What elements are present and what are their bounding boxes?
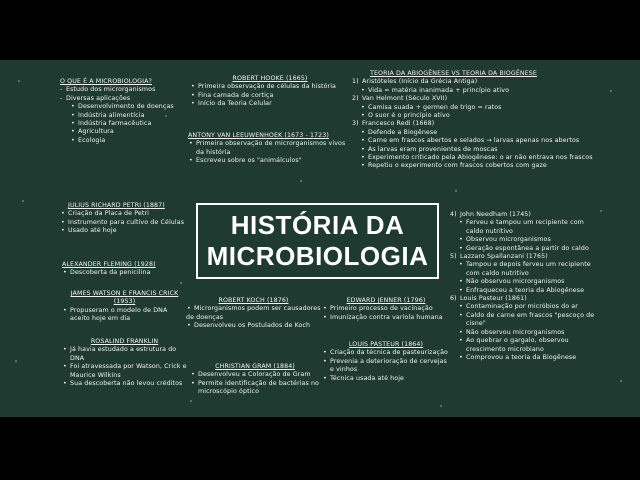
list-item bbox=[352, 95, 602, 103]
section-heading: ANTONY VAN LEEUWENHOEK (1673 - 1723) bbox=[188, 132, 329, 139]
chalkboard bbox=[0, 60, 640, 417]
list-item: • Permite identificação de bactérias no microscópio óptico bbox=[190, 380, 320, 397]
section-heading: ROSALIND FRANKLIN bbox=[90, 338, 159, 345]
section-heading: ROBERT HOOKE (1665) bbox=[232, 75, 308, 82]
list-item: • Fina camada de cortiça bbox=[190, 92, 350, 100]
list-item: • Desenvolvimento de doenças bbox=[62, 103, 185, 111]
list-item: • Enfraqueceu a teoria da Abiogênese bbox=[450, 287, 595, 295]
list-item: - Estudo dos microrganismos bbox=[60, 86, 185, 94]
title-line-1: HISTÓRIA DA bbox=[230, 210, 405, 240]
section-jenner bbox=[322, 297, 450, 322]
list-item bbox=[450, 211, 595, 219]
section-watson-crick bbox=[62, 290, 187, 324]
section-heading: JULIUS RICHARD PETRI (1887) bbox=[68, 202, 165, 209]
list-item: • Descoberta da penicilina bbox=[62, 269, 187, 277]
item-number: 1) bbox=[352, 78, 359, 86]
section-koch bbox=[186, 297, 321, 331]
section-hooke bbox=[190, 75, 350, 109]
section-heading: ALEXANDER FLEMING (1928) bbox=[62, 261, 156, 268]
list-item: • Observou microrganismos bbox=[450, 236, 595, 244]
list-item: • Criação da Placa de Petri bbox=[60, 210, 185, 218]
list-item: • Ferveu e tampou um recipiente com caldo nutritivo bbox=[450, 219, 595, 236]
list-item: • Ecologia bbox=[62, 137, 185, 145]
list-item: • Microrganismos podem ser causadores bbox=[186, 305, 321, 313]
item-text: Van Helmont (Século XVII) bbox=[362, 95, 448, 103]
section-heading: CHRISTIAN GRAM (1884) bbox=[215, 363, 295, 370]
list-item: • Indústria alimentícia bbox=[62, 112, 185, 120]
list-item: • Experimento criticado pela Abiogênese: o ar não entrava nos frascos bbox=[352, 154, 602, 162]
list-item: • Técnica usada até hoje bbox=[322, 375, 450, 383]
section-abiogenese bbox=[352, 70, 602, 171]
list-item: • Prevenia a deterioração de cervejas e vinhos bbox=[322, 358, 450, 375]
list-item: • Geração espontânea a partir do caldo bbox=[450, 245, 595, 253]
list-item: • As larvas eram provenientes de moscas bbox=[352, 146, 602, 154]
item-number: 2) bbox=[352, 95, 359, 103]
list-item: • Imunização contra varíola humana bbox=[322, 314, 450, 322]
item-text: Francesco Redi (1668) bbox=[362, 120, 435, 128]
list-item: • Desenvolveu os Postulados de Koch bbox=[186, 322, 321, 330]
section-leeuwenhoek bbox=[188, 132, 348, 166]
section-pasteur bbox=[322, 341, 450, 383]
list-item: • Foi atravessada por Watson, Crick e Maurice Wilkins bbox=[62, 363, 187, 380]
section-franklin bbox=[62, 338, 187, 388]
section-heading: LOUIS PASTEUR (1864) bbox=[348, 341, 424, 348]
list-item: • Criação da técnica de pasteurização bbox=[322, 349, 450, 357]
item-number: 5) bbox=[450, 253, 457, 261]
list-item: • Sua descoberta não levou créditos bbox=[62, 380, 187, 388]
section-heading: EDWARD JENNER (1796) bbox=[346, 297, 426, 304]
list-item: • Agricultura bbox=[62, 128, 185, 136]
list-item: • Propuseram o modelo de DNA aceito hoje em dia bbox=[62, 307, 187, 324]
section-heading: ROBERT KOCH (1876) bbox=[218, 297, 289, 304]
list-item: • Ao quebrar o gargalo, observou crescimento microbiano bbox=[450, 337, 595, 354]
section-biogenese bbox=[450, 211, 595, 362]
list-item: • Contaminação por micróbios do ar bbox=[450, 303, 595, 311]
list-item: • Caldo de carne em frascos "pescoço de cisne" bbox=[450, 312, 595, 329]
section-fleming bbox=[62, 261, 187, 278]
list-item: • Comprovou a teoria da Biogênese bbox=[450, 354, 595, 362]
section-petri bbox=[60, 202, 185, 236]
list-item bbox=[450, 253, 595, 261]
title-line-2: MICROBIOLOGIA bbox=[206, 241, 429, 271]
item-number: 4) bbox=[450, 211, 457, 218]
section-microbiologia bbox=[60, 78, 185, 145]
section-gram bbox=[190, 363, 320, 397]
section-heading: TEORIA DA ABIOGÊNESE VS TEORIA DA BIOGÊNESE bbox=[370, 70, 537, 77]
list-item-continuation: de doenças bbox=[186, 313, 224, 321]
section-heading: JAMES WATSON E FRANCIS CRICK (1953) bbox=[70, 290, 179, 306]
list-item: • O suor é o princípio ativo bbox=[352, 112, 602, 120]
list-item: • Já havia estudado a estrutura do DNA bbox=[62, 346, 187, 363]
list-item: - Diversas aplicações bbox=[60, 95, 185, 103]
list-item: • Instrumento para cultivo de Células bbox=[60, 219, 185, 227]
list-item: • Camisa suada + germen de trigo = ratos bbox=[352, 104, 602, 112]
item-text: Lazzaro Spallanzani (1765) bbox=[460, 253, 548, 261]
list-item: • Primeiro processo de vacinação bbox=[322, 305, 450, 313]
list-item: • Indústria farmacêutica bbox=[62, 120, 185, 128]
section-heading: O QUE É A MICROBIOLOGIA? bbox=[60, 78, 152, 85]
list-item bbox=[352, 78, 602, 86]
list-item: • Defende a Biogênese bbox=[352, 129, 602, 137]
list-item: • Usado até hoje bbox=[60, 227, 185, 235]
list-item: • Não observou microrganismos bbox=[450, 329, 595, 337]
list-item: • Repetiu o experimento com frascos cobertos com gaze bbox=[352, 162, 602, 170]
main-title bbox=[196, 203, 439, 279]
item-number: 6) bbox=[450, 295, 457, 303]
list-item: • Primeira observação de microrganismos vivos da história bbox=[188, 140, 348, 157]
list-item bbox=[352, 120, 602, 128]
list-item: • Primeira observação de células da história bbox=[190, 83, 350, 91]
list-item: • Vida = matéria inanimada + princípio ativo bbox=[352, 87, 602, 95]
item-number: 3) bbox=[352, 120, 359, 128]
list-item: • Não observou microrganismos bbox=[450, 278, 595, 286]
item-text: Aristóteles (Início da Grécia Antiga) bbox=[362, 78, 478, 86]
list-item: • Tampou e depois ferveu um recipiente com caldo nutritivo bbox=[450, 261, 595, 278]
item-text: Louis Pasteur (1861) bbox=[460, 295, 527, 303]
list-item: • Carne em frascos abertos e selados → larvas apenas nos abertos bbox=[352, 137, 602, 145]
list-item: • Desenvolveu a Coloração de Gram bbox=[190, 371, 320, 379]
item-text: John Needham (1745) bbox=[460, 211, 531, 218]
list-item: • Início da Teoria Celular bbox=[190, 100, 350, 108]
list-item: • Escreveu sobre os "animálculos" bbox=[188, 157, 348, 165]
